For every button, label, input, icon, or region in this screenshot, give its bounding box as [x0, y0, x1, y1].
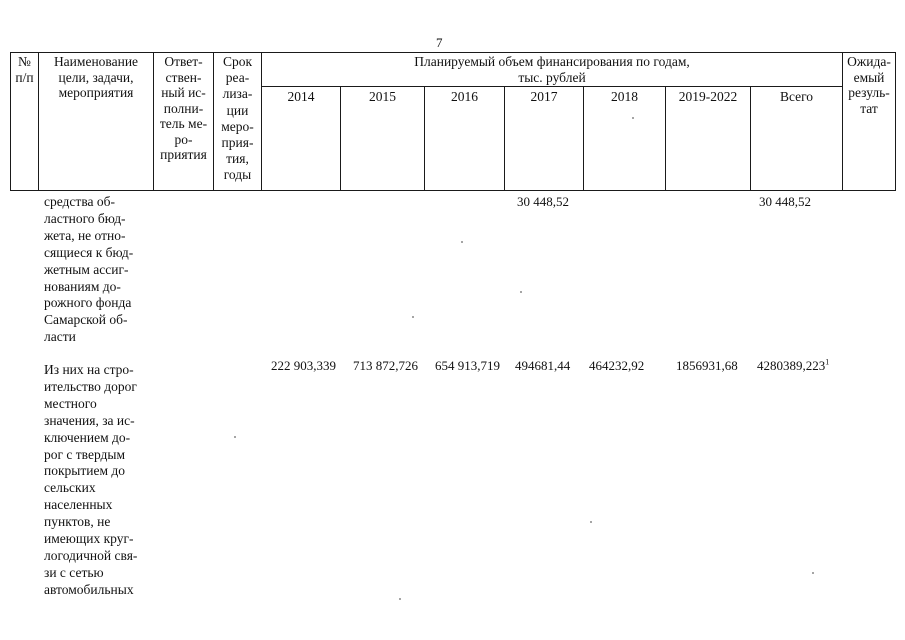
scan-speck	[590, 521, 592, 523]
row-1-name: средства об- ластного бюд- жета, не отно- сящиеся к бюд- жетным ассиг- нованиям до- рожного фонда Самарской об- ласти	[44, 194, 134, 345]
row-2-value-2016: 654 913,719	[435, 358, 500, 373]
header-year-2018: 2018	[611, 89, 638, 104]
table-top-border	[10, 52, 895, 53]
header-year-total: Всего	[779, 89, 814, 104]
row-2-name: Из них на стро- ительство дорог местного значения, за ис- ключением до- рог с твердым покрытием до сельских населенных пунктов, не имеющих круг- логодичной свя- зи с сетью автомобильных	[44, 362, 138, 597]
row-2-value-2014: 222 903,339	[271, 358, 336, 373]
scan-speck	[234, 436, 236, 438]
scan-speck	[812, 572, 814, 574]
header-number: № п/п	[15, 54, 34, 85]
header-term: Срок реа- лиза- ции меро- прия- тия, годы	[221, 54, 254, 183]
years-row-top-border	[261, 86, 842, 87]
row-2-value-2017: 494681,44	[515, 358, 571, 373]
scan-speck	[632, 117, 634, 119]
row-1-value-2017: 30 448,52	[517, 194, 569, 209]
header-year-2017: 2017	[530, 89, 558, 104]
row-2-value-total: 4280389,223$^1$	[757, 357, 830, 373]
scan-speck	[520, 291, 522, 293]
header-year-2019-2022: 2019-2022	[678, 89, 738, 104]
header-name: Наименование цели, задачи, мероприятия	[53, 54, 139, 100]
col-divider	[895, 52, 896, 191]
scan-speck	[461, 241, 463, 243]
header-expected-result: Ожида- емый резуль- тат	[847, 54, 891, 116]
header-responsible: Ответ- ствен- ный ис- полни- тель ме- ро- приятия	[159, 54, 208, 162]
row-2-value-2019-2022: 1856931,68	[676, 358, 738, 373]
row-1-value-total: 30 448,52	[759, 194, 811, 209]
header-year-2015: 2015	[369, 89, 396, 104]
header-planned-funding: Планируемый объем финансирования по годам, тыс. рублей	[414, 54, 690, 85]
row-2-value-2018: 464232,92	[589, 358, 645, 373]
header-year-2014: 2014	[287, 89, 315, 104]
row-2-value-2015: 713 872,726	[353, 358, 418, 373]
page-number: 7	[436, 35, 443, 50]
header-bottom-border	[10, 190, 895, 191]
scan-speck	[412, 316, 414, 318]
scan-speck	[399, 598, 401, 600]
header-year-2016: 2016	[451, 89, 478, 104]
